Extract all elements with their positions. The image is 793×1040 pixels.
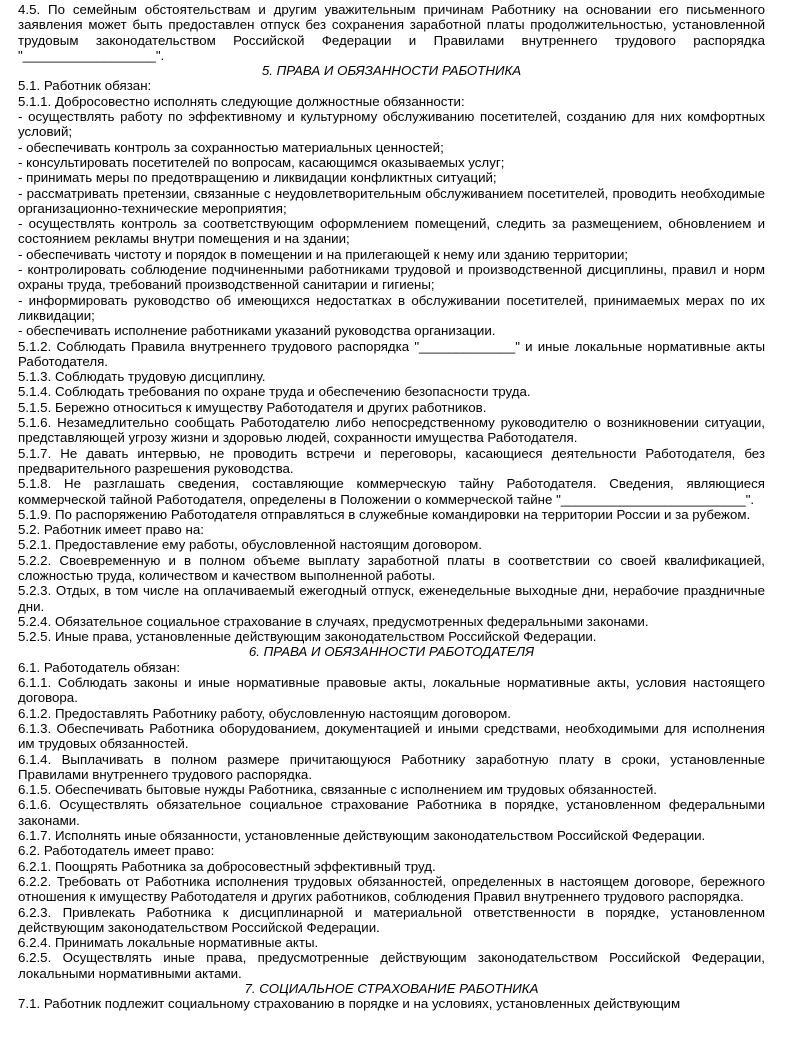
contract-paragraph: 6.1.3. Обеспечивать Работника оборудованием, документацией и иными средствами, необходимыми для исполнения им трудовых обязанностей. [18, 720, 765, 752]
section-heading: 7. СОЦИАЛЬНОЕ СТРАХОВАНИЕ РАБОТНИКА [244, 981, 539, 996]
contract-paragraph: 6.1.2. Предоставлять Работнику работу, обусловленную настоящим договором. [18, 705, 512, 721]
contract-paragraph: - обеспечивать контроль за сохранностью материальных ценностей; [18, 139, 444, 155]
contract-paragraph: - информировать руководство об имеющихся недостатках в обслуживании посетителей, принимаемых мерах по их ликвидации; [18, 292, 765, 323]
contract-paragraph: 6.2.4. Принимать локальные нормативные акты. [18, 935, 319, 951]
section-heading: 6. ПРАВА И ОБЯЗАННОСТИ РАБОТОДАТЕЛЯ [248, 644, 535, 660]
contract-paragraph: - консультировать посетителей по вопросам, касающимся оказываемых услуг; [18, 154, 505, 170]
contract-paragraph: 5.1.8. Не разглашать сведения, составляющие коммерческую тайну Работодателя. Сведения, являющиеся коммерческой тайной Работодателя, определены в Положении о коммерческой тайне "_________________________". [18, 476, 765, 507]
contract-paragraph: 5.1.4. Соблюдать требования по охране труда и обеспечению безопасности труда. [18, 384, 531, 400]
contract-paragraph: - обеспечивать чистоту и порядок в помещении и на прилегающей к нему или зданию территории; [18, 246, 629, 262]
contract-paragraph: 6.1.7. Исполнять иные обязанности, установленные действующим законодательством Российской Федерации. [18, 828, 706, 844]
contract-paragraph: 6.1.4. Выплачивать в полном размере причитающуюся Работнику заработную плату в сроки, установленные Правилами внутреннего трудового распорядка. [18, 751, 765, 782]
contract-paragraph: - рассматривать претензии, связанные с неудовлетворительным обслуживанием посетителей, проводить необходимые организационно-технические мероприятия; [18, 185, 765, 216]
contract-paragraph: 5.1.5. Бережно относиться к имуществу Работодателя и других работников. [18, 399, 487, 415]
contract-paragraph: 5.2.4. Обязательное социальное страхование в случаях, предусмотренных федеральными законами. [18, 613, 649, 629]
contract-paragraph: 6.1.5. Обеспечивать бытовые нужды Работника, связанные с исполнением им трудовых обязанностей. [18, 782, 657, 798]
contract-paragraph: - осуществлять работу по эффективному и культурному обслуживанию посетителей, созданию для них комфортных условий; [18, 109, 765, 140]
contract-paragraph: 6.2.3. Привлекать Работника к дисциплинарной и материальной ответственности в порядке, установленном действующим законодательством Российской Федерации. [18, 904, 765, 935]
contract-paragraph: 5.1.2. Соблюдать Правила внутреннего трудового распорядка "_____________" и иные локальные нормативные акты Работодателя. [18, 338, 765, 369]
contract-paragraph: 5.1.7. Не давать интервью, не проводить встречи и переговоры, касающиеся деятельности Работодателя, без предварительного разрешения руководства. [18, 445, 765, 476]
contract-paragraph: 5.1.3. Соблюдать трудовую дисциплину. [18, 369, 266, 385]
contract-paragraph: 5.2.1. Предоставление ему работы, обусловленной настоящим договором. [18, 537, 482, 553]
contract-paragraph: 6.1.1. Соблюдать законы и иные нормативные правовые акты, локальные нормативные акты, условия настоящего договора. [18, 675, 765, 706]
contract-paragraph: 6.2.1. Поощрять Работника за добросовестный эффективный труд. [18, 858, 436, 874]
contract-paragraph: - контролировать соблюдение подчиненными работниками трудовой и производственной дисциплины, правил и норм охраны труда, требований производственной санитарии и гигиены; [18, 262, 765, 293]
contract-paragraph: 5.2. Работник имеет право на: [18, 522, 204, 538]
contract-paragraph: 5.1.1. Добросовестно исполнять следующие должностные обязанности: [18, 93, 465, 109]
contract-paragraph: - принимать меры по предотвращению и ликвидации конфликтных ситуаций; [18, 170, 497, 186]
contract-paragraph: 4.5. По семейным обстоятельствам и другим уважительным причинам Работнику на основании его письменного заявления может быть предоставлен отпуск без сохранения заработной платы продолжительностью, установленной трудовым законодательством Российской Федерации и Правилами внутреннего трудового распорядка "__________________". [18, 2, 765, 63]
contract-paragraph: 6.2.2. Требовать от Работника исполнения трудовых обязанностей, определенных в настоящем договоре, бережного отношения к имуществу Работодателя и других работников, соблюдения Правил внутреннего трудового распорядка. [18, 873, 765, 905]
contract-paragraph: 6.1.6. Осуществлять обязательное социальное страхование Работника в порядке, установленном федеральными законами. [18, 797, 765, 828]
contract-paragraph: 5.2.5. Иные права, установленные действующим законодательством Российской Федерации. [18, 629, 597, 645]
contract-paragraph: 6.2.5. Осуществлять иные права, предусмотренные действующим законодательством Российской Федерации, локальными нормативными актами. [18, 950, 765, 981]
contract-paragraph: 5.2.2. Своевременную и в полном объеме выплату заработной платы в соответствии со своей квалификацией, сложностью труда, количеством и качеством выполненной работы. [18, 552, 765, 583]
contract-paragraph: 7.1. Работник подлежит социальному страхованию в порядке и на условиях, установленных действующим [18, 996, 681, 1012]
contract-paragraph: 5.1.9. По распоряжению Работодателя отправляться в служебные командировки на территории России и за рубежом. [18, 506, 751, 522]
contract-paragraph: 5.1. Работник обязан: [18, 78, 152, 94]
contract-paragraph: 5.2.3. Отдых, в том числе на оплачиваемый ежегодный отпуск, еженедельные выходные дни, нерабочие праздничные дни. [18, 583, 765, 614]
contract-paragraph: 6.1. Работодатель обязан: [18, 659, 181, 675]
section-heading: 5. ПРАВА И ОБЯЗАННОСТИ РАБОТНИКА [261, 63, 522, 79]
contract-paragraph: - обеспечивать исполнение работниками указаний руководства организации. [18, 323, 496, 339]
contract-paragraph: - осуществлять контроль за соответствующим оформлением помещений, следить за размещением, обновлением и состоянием рекламы внутри помещения и на здании; [18, 216, 765, 247]
contract-paragraph: 5.1.6. Незамедлительно сообщать Работодателю либо непосредственному руководителю о возникновении ситуации, представляющей угрозу жизни и здоровью людей, сохранности имущества Работодателя. [18, 415, 765, 446]
contract-paragraph: 6.2. Работодатель имеет право: [18, 843, 215, 859]
